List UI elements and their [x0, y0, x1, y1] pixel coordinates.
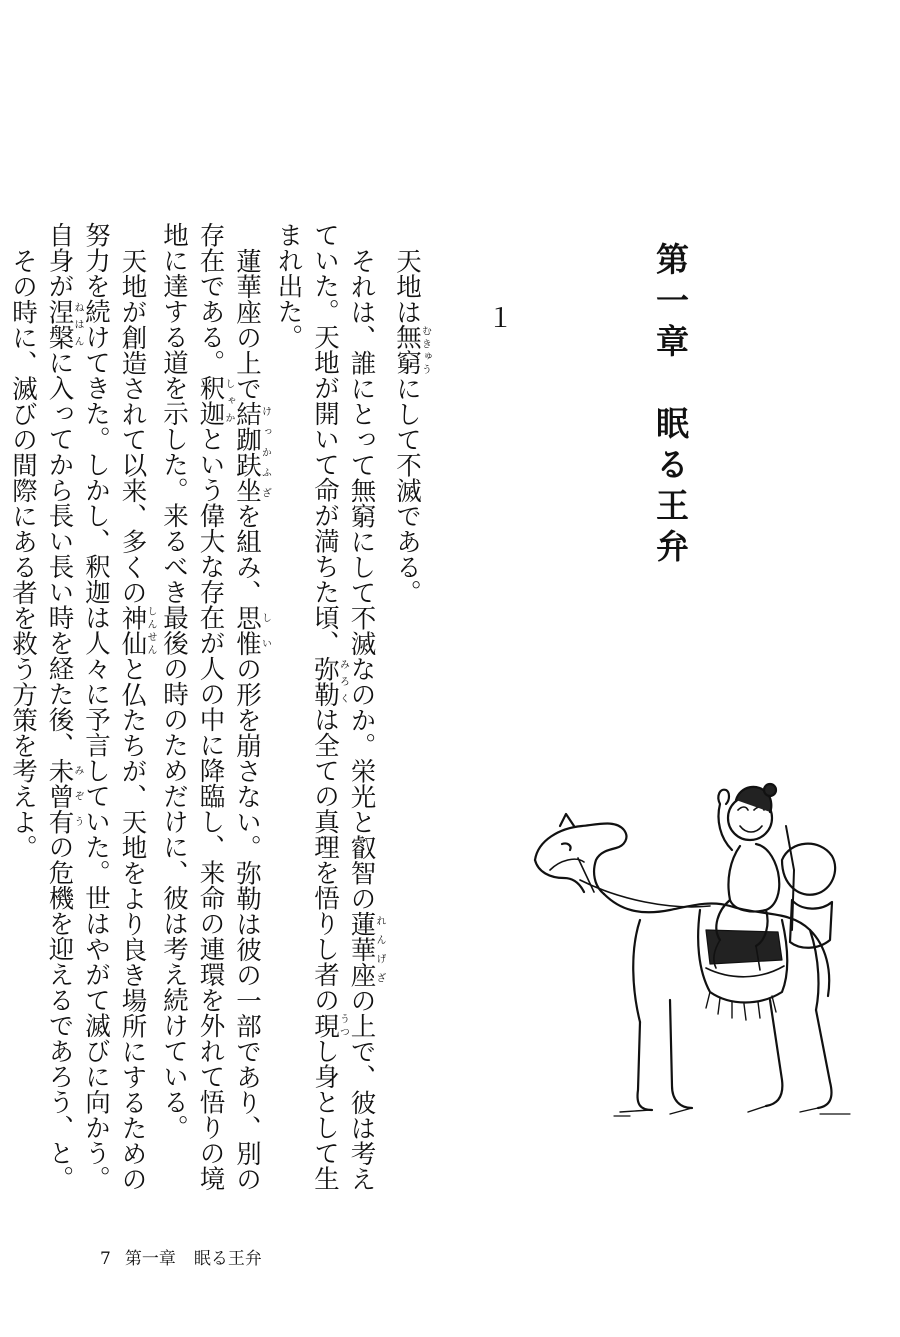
ruby-mukyuu: 無窮むきゅう: [392, 324, 431, 375]
ruby-shaka: 釈迦しゃか: [195, 375, 234, 426]
paragraph-1: 天地は無窮むきゅうにして不滅である。: [392, 247, 431, 605]
ruby-nehan: 涅槃ねはん: [44, 298, 83, 350]
paragraph-3: 蓮華座の上で結跏趺坐けっかふざを組み、思惟しいの形を崩さない。弥勒は彼の一部であり、別の存在である。釈迦しゃかという偉大な存在が人の中に降臨し、来命の連環を外れて悟りの境地に達する道を示した。来るべき最後の時のためだけに、彼は考え続けている。: [159, 222, 271, 1191]
ruby-rengeza: 蓮華座れんげざ: [346, 910, 385, 987]
footer-chapter-name: 眠る王弁: [193, 1249, 262, 1269]
footer-chapter-label: 第一章: [124, 1249, 176, 1269]
ruby-utsu: 現うつ: [310, 1012, 349, 1038]
ruby-shii: 思惟しい: [232, 604, 271, 656]
paragraph-4: 天地が創造されて以来、多くの神仙しんせんと仏たちが、天地をより良き場所にするための努力を続けてきた。しかし、釈迦は人々に予言していた。世はやがて滅びに向かう。自身が涅槃ねはんに入ってから長い長い時を経た後、未曾有みぞうの危機を迎えるであろう、と。: [44, 222, 156, 1191]
ruby-miroku: 弥勒みろく: [310, 655, 349, 707]
camel-rider-illustration: [520, 760, 880, 1130]
body-text: [8, 222, 431, 1202]
paragraph-2: それは、誰にとって無窮にして不滅なのか。栄光と叡智の蓮華座れんげざの上で、彼は考えていた。天地が開いて命が満ちた頃、弥勒みろくは全ての真理を悟りし者の現うつし身として生まれ出た。: [273, 222, 385, 1191]
page-footer: [100, 1244, 276, 1269]
paragraph-5: その時に、滅びの間際にある者を救う方策を考えよ。: [8, 247, 38, 860]
page-number: 7: [100, 1249, 111, 1269]
ruby-shinsen: 神仙しんせん: [117, 604, 156, 656]
ruby-mizou: 未曾有みぞう: [44, 757, 83, 834]
ruby-kekkafuza: 結跏趺坐けっかふざ: [232, 400, 271, 503]
chapter-title: 第一章 眠る王弁: [651, 242, 690, 570]
section-number: １: [483, 304, 513, 330]
